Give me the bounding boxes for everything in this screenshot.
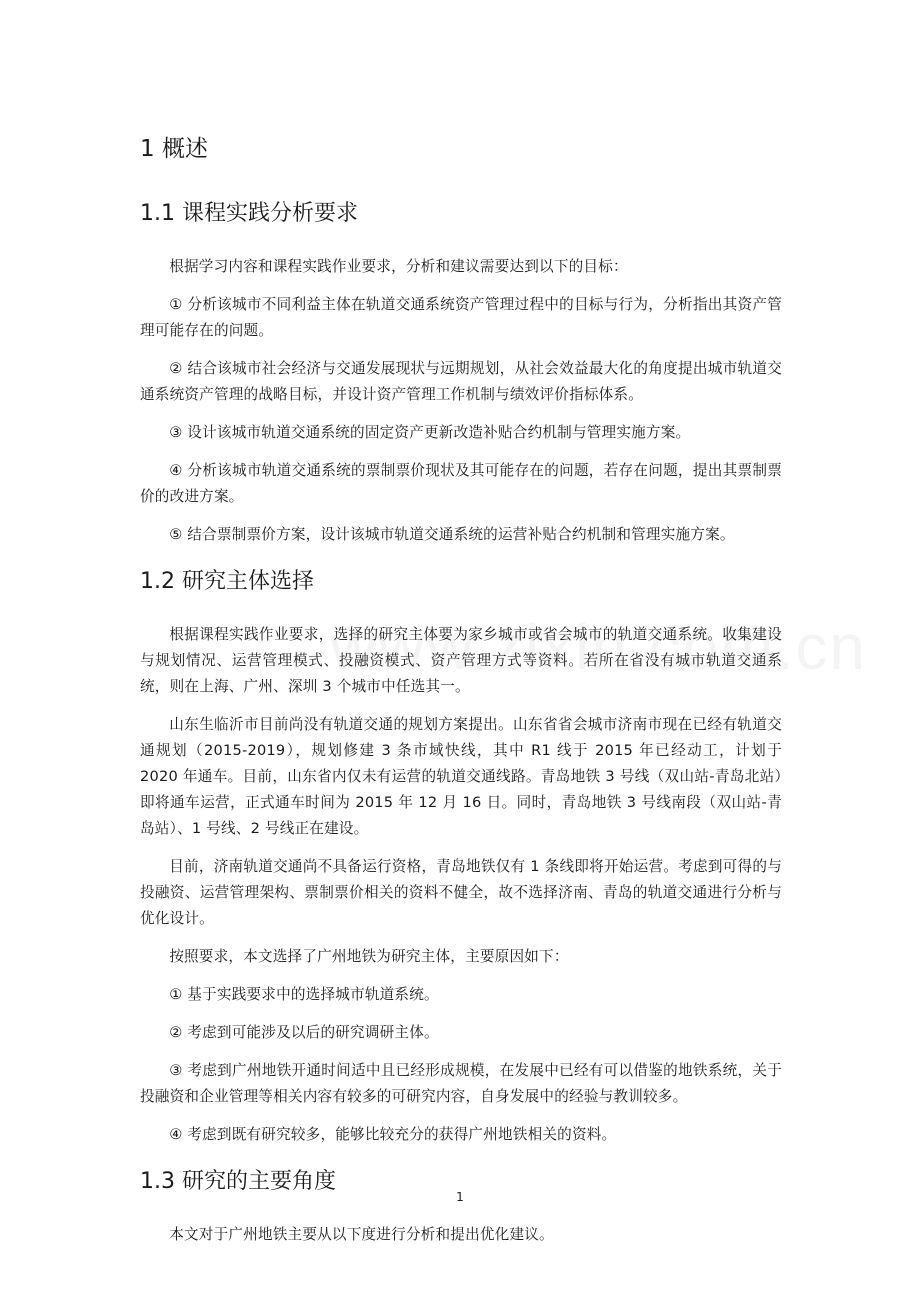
paragraph: ① 基于实践要求中的选择城市轨道系统。 — [169, 986, 439, 1003]
document-body — [140, 128, 782, 1260]
paragraph: ④ 考虑到既有研究较多，能够比较充分的获得广州地铁相关的资料。 — [169, 1126, 617, 1143]
paragraph: ② 考虑到可能涉及以后的研究调研主体。 — [169, 1024, 439, 1041]
section-1-2 — [140, 562, 782, 1148]
paragraph: 根据学习内容和课程实践作业要求，分析和建议需要达到以下的目标： — [169, 258, 628, 275]
section-1-3 — [140, 1162, 782, 1248]
section-heading: 1.1 课程实践分析要求 — [140, 201, 358, 226]
section-heading: 1.2 研究主体选择 — [140, 569, 314, 594]
section-1-1 — [140, 194, 782, 548]
paragraph: ④ 分析该城市轨道交通系统的票制票价现状及其可能存在的问题，若存在问题，提出其票制票价的改进方案。 — [140, 462, 782, 505]
paragraph: 按照要求，本文选择了广州地铁为研究主体，主要原因如下： — [169, 948, 569, 965]
page-number: 1 — [456, 1190, 464, 1204]
paragraph: ③ 考虑到广州地铁开通时间适中且已经形成规模，在发展中已经有可以借鉴的地铁系统，关于投融资和企业管理等相关内容有较多的可研究内容，自身发展中的经验与教训较多。 — [140, 1062, 782, 1105]
paragraph: ② 结合该城市社会经济与交通发展现状与远期规划，从社会效益最大化的角度提出城市轨道交通系统资产管理的战略目标，并设计资产管理工作机制与绩效评价指标体系。 — [140, 360, 782, 403]
paragraph: 根据课程实践作业要求，选择的研究主体要为家乡城市或省会城市的轨道交通系统。收集建设与规划情况、运营管理模式、投融资模式、资产管理方式等资料。若所在省没有城市轨道交通系统，则在上海、广州、深圳 3 个城市中任选其一。 — [140, 626, 782, 695]
paragraph: 山东生临沂市目前尚没有轨道交通的规划方案提出。山东省省会城市济南市现在已经有轨道交通规划（2015-2019），规划修建 3 条市域快线，其中 R1 线于 2015 年已经动工，计划于 2020 年通车。目前，山东省内仅未有运营的轨道交通线路。青岛地铁 3 号线（双山站-青岛北站）即将通车运营，正式通车时间为 2015 年 12 月 16 日。同时，青岛地铁 3 号线南段（双山站-青岛站）、1 号线、2 号线正在建设。 — [140, 716, 782, 837]
paragraph: 本文对于广州地铁主要从以下度进行分析和提出优化建议。 — [169, 1226, 554, 1243]
paragraph: ③ 设计该城市轨道交通系统的固定资产更新改造补贴合约机制与管理实施方案。 — [169, 424, 691, 441]
chapter-heading: 1 概述 — [140, 136, 208, 162]
paragraph: ① 分析该城市不同利益主体在轨道交通系统资产管理过程中的目标与行为，分析指出其资产管理可能存在的问题。 — [140, 296, 782, 339]
paragraph: ⑤ 结合票制票价方案，设计该城市轨道交通系统的运营补贴合约机制和管理实施方案。 — [169, 526, 735, 543]
section-heading: 1.3 研究的主要角度 — [140, 1169, 336, 1194]
paragraph: 目前，济南轨道交通尚不具备运行资格，青岛地铁仅有 1 条线即将开始运营。考虑到可得的与投融资、运营管理架构、票制票价相关的资料不健全，故不选择济南、青岛的轨道交通进行分析与优化设计。 — [140, 858, 782, 927]
